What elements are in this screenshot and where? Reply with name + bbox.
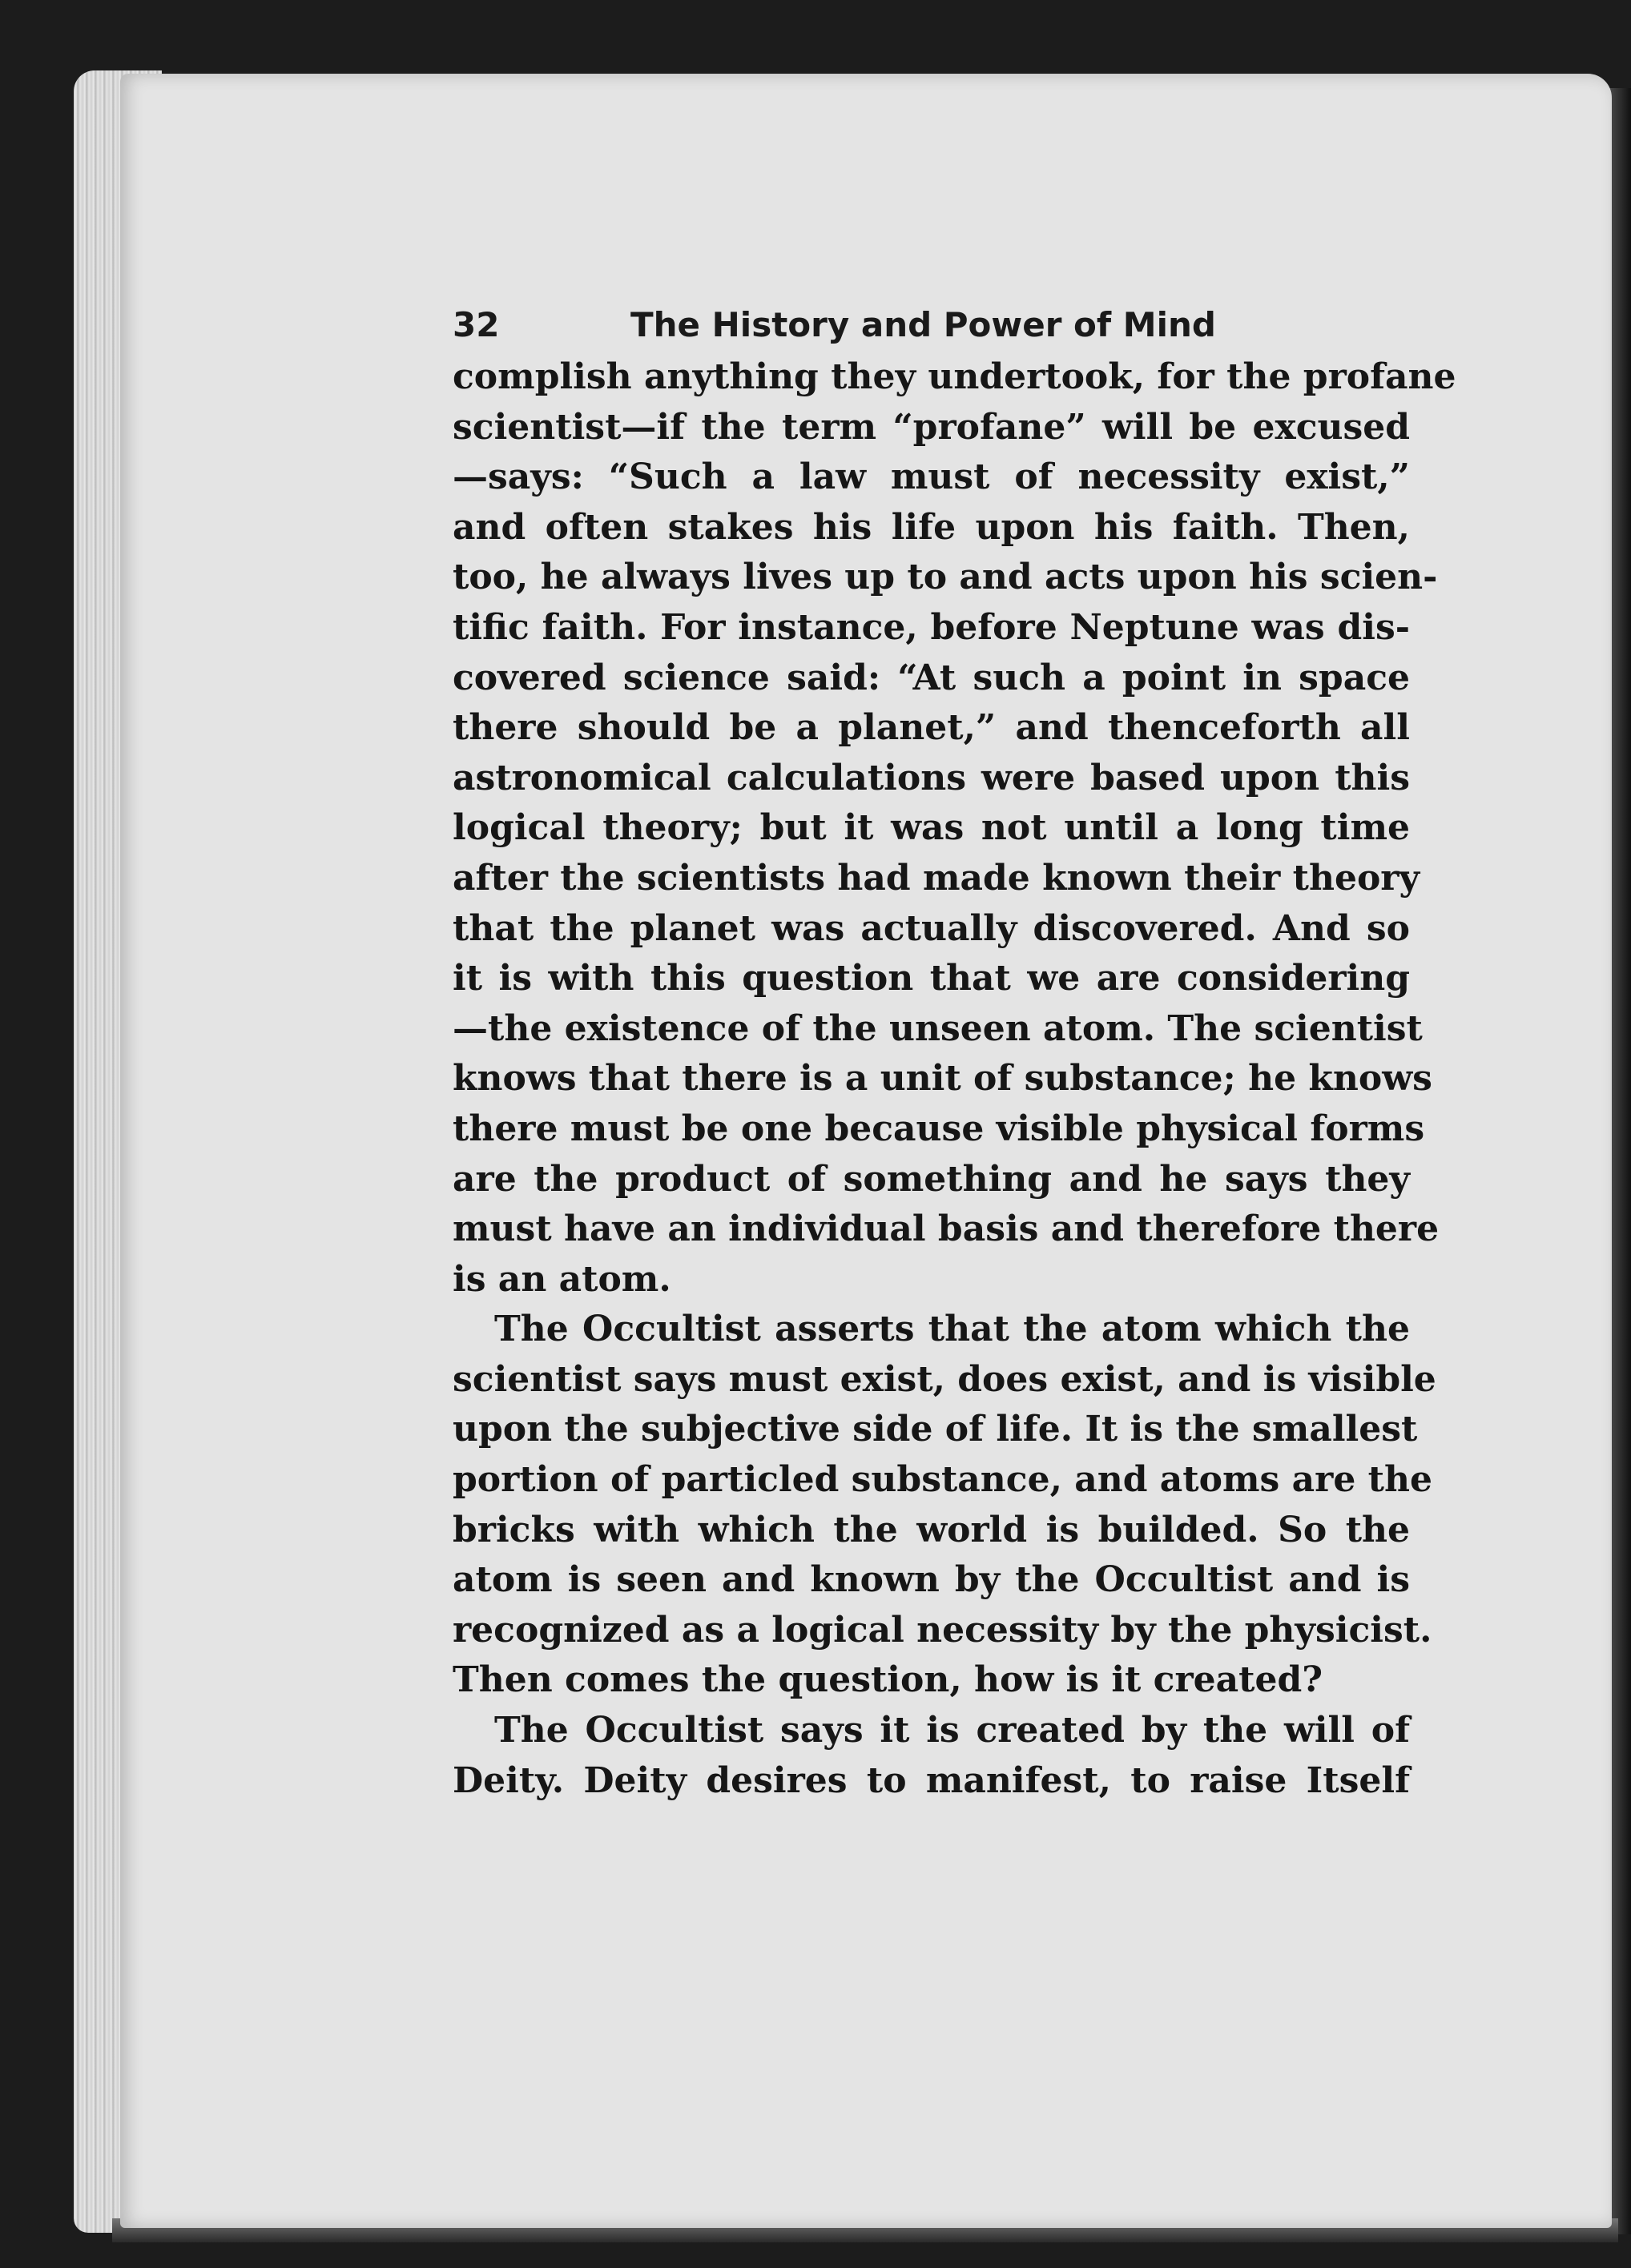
text-line: scientist says must exist, does exist, and is visible <box>453 1358 1436 1400</box>
running-head-title: The History and Power of Mind <box>630 305 1216 344</box>
text-line: bricks with which the world is builded. So the <box>453 1509 1410 1550</box>
text-line: that the planet was actually discovered. And so <box>453 907 1410 949</box>
text-line: scientist—if the term “profane” will be excused <box>453 406 1410 448</box>
text-line: logical theory; but it was not until a long time <box>453 807 1410 849</box>
text-line: portion of particled substance, and atoms are the <box>453 1459 1432 1501</box>
text-line: are the product of something and he says they <box>453 1158 1410 1200</box>
page-content <box>453 298 1456 1806</box>
text-line: —says: “Such a law must of necessity exist,” <box>453 456 1410 498</box>
text-line: recognized as a logical necessity by the physicist. <box>453 1609 1432 1651</box>
text-line: complish anything they undertook, for the profane <box>453 356 1456 397</box>
body-text <box>453 352 1456 1806</box>
text-line: Deity. Deity desires to manifest, to raise Itself <box>453 1759 1410 1801</box>
running-head <box>453 298 1410 352</box>
text-line: tific faith. For instance, before Neptune was dis- <box>453 606 1410 648</box>
text-line: it is with this question that we are considering <box>453 958 1410 999</box>
text-line: The Occultist says it is created by the will of <box>494 1710 1410 1751</box>
text-line: is an atom. <box>453 1258 671 1300</box>
text-line: after the scientists had made known their theory <box>453 857 1420 899</box>
text-line: there must be one because visible physical forms <box>453 1108 1425 1149</box>
text-line: Then comes the question, how is it created? <box>453 1659 1323 1701</box>
text-line: and often stakes his life upon his faith. Then, <box>453 506 1410 548</box>
text-line: covered science said: “At such a point in space <box>453 657 1410 698</box>
text-line: astronomical calculations were based upon this <box>453 757 1410 798</box>
text-line: —the existence of the unseen atom. The scientist <box>453 1007 1423 1049</box>
text-line: must have an individual basis and therefore there <box>453 1208 1440 1250</box>
text-line: The Occultist asserts that the atom which the <box>494 1309 1410 1350</box>
text-line: knows that there is a unit of substance; he knows <box>453 1058 1432 1100</box>
text-line: there should be a planet,” and thenceforth all <box>453 707 1410 749</box>
text-line: upon the subjective side of life. It is the smallest <box>453 1409 1418 1450</box>
text-line: too, he always lives up to and acts upon his scien- <box>453 557 1438 598</box>
text-line: atom is seen and known by the Occultist and is <box>453 1559 1410 1601</box>
page-number: 32 <box>453 305 500 344</box>
